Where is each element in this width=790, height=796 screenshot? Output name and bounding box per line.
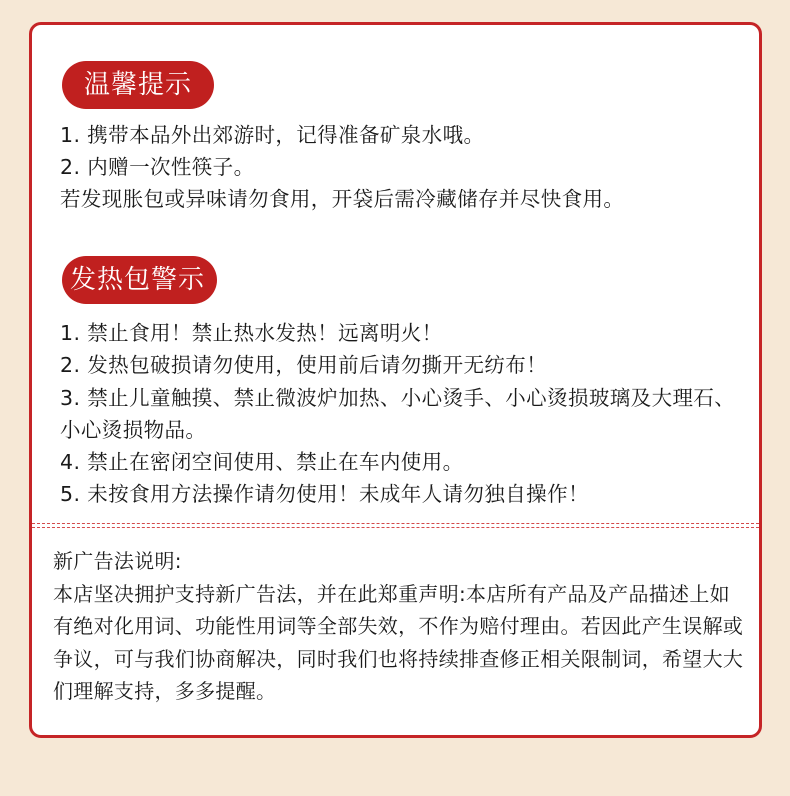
tips-heading-badge xyxy=(62,61,214,109)
tips-line: 2. 内赠一次性筷子。 xyxy=(60,155,255,179)
notice-card xyxy=(29,22,762,738)
dashed-divider xyxy=(32,527,759,528)
tips-heading: 温馨提示 xyxy=(84,70,193,100)
ad-law-body: 本店坚决拥护支持新广告法，并在此郑重声明:本店所有产品及产品描述上如有绝对化用词、功能性用词等全部失效，不作为赔付理由。若因此产生误解或争议，可与我们协商解决，同时我们也将持续排查修正相关限制词，希望大大们理解支持，多多提醒。 xyxy=(53,581,744,703)
ad-law-title: 新广告法说明: xyxy=(53,549,182,573)
warning-heading: 发热包警示 xyxy=(70,265,206,295)
warning-line: 1. 禁止食用！禁止热水发热！远离明火！ xyxy=(60,321,443,345)
tips-line: 1. 携带本品外出郊游时，记得准备矿泉水哦。 xyxy=(60,123,485,147)
tips-list xyxy=(60,119,741,215)
warning-line: 5. 未按食用方法操作请勿使用！未成年人请勿独自操作！ xyxy=(60,482,589,507)
ad-law-notice xyxy=(53,545,745,708)
tips-line: 若发现胀包或异味请勿食用，开袋后需冷藏储存并尽快食用。 xyxy=(60,187,625,211)
warning-line: 4. 禁止在密闭空间使用、禁止在车内使用。 xyxy=(60,450,464,475)
warning-heading-badge xyxy=(62,256,217,304)
dashed-divider xyxy=(32,523,759,524)
warning-line: 2. 发热包破损请勿使用，使用前后请勿撕开无纺布！ xyxy=(60,353,548,378)
warning-line: 3. 禁止儿童触摸、禁止微波炉加热、小心烫手、小心烫损玻璃及大理石、小心烫损物品。 xyxy=(60,385,736,442)
warning-list xyxy=(60,317,741,511)
